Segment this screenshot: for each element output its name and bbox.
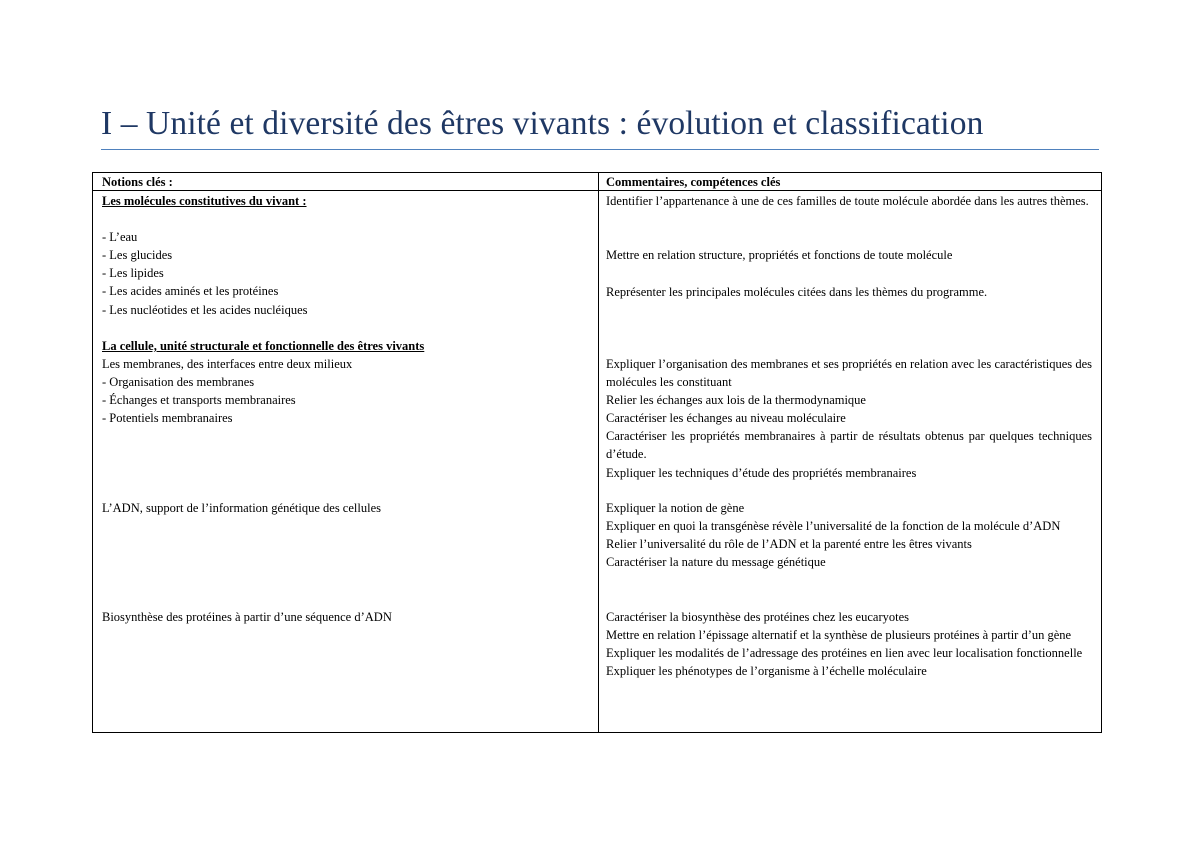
membrane-item: - Potentiels membranaires [102,411,233,426]
adn-comment: Relier l’universalité du rôle de l’ADN et la parenté entre les êtres vivants [606,537,972,552]
molecules-heading: Les molécules constitutives du vivant : [102,194,307,208]
adn-comments [606,499,1092,571]
molecule-item: - Les nucléotides et les acides nucléiques [102,302,308,317]
molecules-comment: Identifier l’appartenance à une de ces familles de toute molécule abordée dans les autres thèmes. [606,194,1089,208]
biosynthese-comment: Expliquer les modalités de l’adressage des protéines en lien avec leur localisation fonctionnelle [606,646,1083,661]
biosynthese-comment: Mettre en relation l’épissage alternatif et la synthèse de plusieurs protéines à partir d’un gène [606,628,1072,643]
membranes-intro: Les membranes, des interfaces entre deux milieux [102,356,353,371]
title-underline [101,149,1099,150]
molecule-item: - Les lipides [102,266,164,281]
column-divider [598,173,599,732]
biosynthese-comments [606,608,1092,680]
molecule-item: - Les acides aminés et les protéines [102,284,279,299]
molecule-item: - L’eau [102,230,138,245]
cellule-heading: La cellule, unité structurale et fonctionnelle des êtres vivants [102,338,425,353]
adn-comment: Caractériser la nature du message génétique [606,555,826,570]
membranes-comments [606,355,1092,482]
page-title: I – Unité et diversité des êtres vivants : évolution et classification [101,105,984,142]
programme-table [92,172,1102,733]
adn-label: L’ADN, support de l’information génétique des cellules [102,501,381,515]
membranes-comment: Caractériser les échanges au niveau moléculaire [606,411,846,426]
adn-comment: Expliquer en quoi la transgénèse révèle l’universalité de la fonction de la molécule d’ADN [606,519,1061,534]
membranes-comment: Expliquer les techniques d’étude des propriétés membranaires [606,465,917,480]
molecule-item: - Les glucides [102,248,173,263]
membrane-item: - Échanges et transports membranaires [102,393,296,408]
header-notions: Notions clés : [102,175,173,189]
biosynthese-label: Biosynthèse des protéines à partir d’une séquence d’ADN [102,610,392,624]
notions-column [102,192,592,427]
header-commentaires: Commentaires, compétences clés [606,175,781,189]
biosynthese-comment: Expliquer les phénotypes de l’organisme à l’échelle moléculaire [606,664,927,679]
molecules-comment: Représenter les principales molécules citées dans les thèmes du programme. [606,285,988,299]
adn-comment: Expliquer la notion de gène [606,501,745,515]
membranes-comment: Caractériser les propriétés membranaires à partir de résultats obtenus par quelques techniques d’étude. [606,429,1092,462]
biosynthese-comment: Caractériser la biosynthèse des protéines chez les eucaryotes [606,610,909,624]
membrane-item: - Organisation des membranes [102,374,255,389]
membranes-comment: Relier les échanges aux lois de la thermodynamique [606,393,866,408]
molecules-comment: Mettre en relation structure, propriétés et fonctions de toute molécule [606,248,953,262]
membranes-comment: Expliquer l’organisation des membranes et ses propriétés en relation avec les caractéristiques des molécules les constituant [606,357,1092,390]
